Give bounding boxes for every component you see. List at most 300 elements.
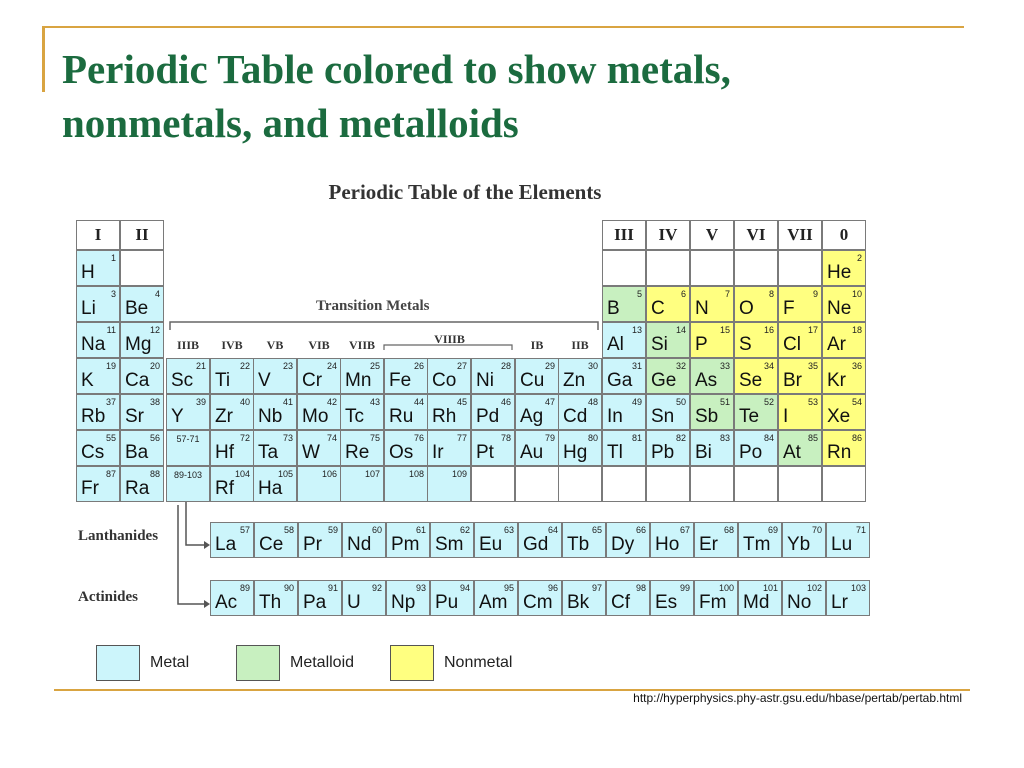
atomic-number: 53: [807, 397, 818, 407]
atomic-number: 60: [371, 525, 382, 535]
group-header-i: I: [76, 220, 120, 250]
atomic-number: 104: [234, 469, 250, 479]
atomic-number: 82: [675, 433, 686, 443]
element-pt: [471, 430, 515, 466]
element-n: [690, 286, 734, 322]
empty-cell: [646, 250, 690, 286]
subgroup-label-iib: IIB: [571, 338, 589, 352]
group-header-ii: II: [120, 220, 164, 250]
element-re: [340, 430, 384, 466]
atomic-number: 36: [851, 361, 862, 371]
atomic-number: 30: [587, 361, 598, 371]
subgroup-label-iiib: IIIB: [176, 338, 199, 352]
atomic-number: 92: [371, 583, 382, 593]
element-i: [778, 394, 822, 430]
element-rn: [822, 430, 866, 466]
element-symbol: Si: [651, 334, 668, 355]
atomic-number: 67: [679, 525, 690, 535]
element-fm: [694, 580, 738, 616]
element-106: [297, 466, 341, 502]
element-rf: [210, 466, 254, 502]
group-header-v: V: [690, 220, 734, 250]
element-symbol: Na: [81, 334, 106, 355]
element-cr: [297, 358, 341, 394]
atomic-number: 12: [149, 325, 160, 335]
empty-cell: [471, 466, 515, 502]
atomic-number: 106: [321, 469, 337, 479]
transition-brace: [170, 322, 598, 330]
element-symbol: Zn: [563, 370, 586, 391]
element-pa: [298, 580, 342, 616]
element-symbol: As: [695, 370, 718, 391]
empty-cell: [734, 466, 778, 502]
element-symbol: Hg: [563, 442, 588, 463]
element-no: [782, 580, 826, 616]
atomic-number: 7: [724, 289, 730, 299]
element-symbol: Rh: [432, 406, 457, 427]
element-symbol: Cs: [81, 442, 105, 463]
element-symbol: Gd: [523, 534, 549, 555]
element-b: [602, 286, 646, 322]
element-symbol: Cr: [302, 370, 323, 391]
element-symbol: At: [783, 442, 801, 463]
element-symbol: Cd: [563, 406, 588, 427]
atomic-number: 76: [413, 433, 424, 443]
atomic-number: 24: [326, 361, 337, 371]
empty-cell: [690, 466, 734, 502]
element-pd: [471, 394, 515, 430]
atomic-number: 73: [282, 433, 293, 443]
atomic-number: 1: [110, 253, 116, 263]
atomic-number: 91: [327, 583, 338, 593]
element-symbol: Rn: [827, 442, 852, 463]
element-symbol: Ni: [476, 370, 494, 391]
element-symbol: Bk: [567, 592, 590, 613]
atomic-number: 102: [806, 583, 822, 593]
element-symbol: V: [258, 370, 271, 391]
element-u: [342, 580, 386, 616]
element-cl: [778, 322, 822, 358]
actinides-label: Actinides: [78, 589, 138, 605]
element-nb: [253, 394, 297, 430]
atomic-number: 35: [807, 361, 818, 371]
element-pu: [430, 580, 474, 616]
element-symbol: Ge: [651, 370, 677, 391]
atomic-number: 62: [459, 525, 470, 535]
element-th: [254, 580, 298, 616]
element-ag: [515, 394, 559, 430]
subgroup-label-viiib: VIIIB: [434, 332, 465, 346]
element-symbol: Nd: [347, 534, 372, 555]
atomic-number: 46: [500, 397, 511, 407]
element-symbol: Rb: [81, 406, 106, 427]
element-symbol: B: [607, 298, 620, 319]
legend-label-metalloid: Metalloid: [290, 654, 355, 671]
atomic-number: 47: [544, 397, 555, 407]
element-sn: [646, 394, 690, 430]
element-symbol: Hf: [215, 442, 234, 463]
atomic-number: 50: [675, 397, 686, 407]
element-symbol: Lu: [831, 534, 853, 555]
element-symbol: In: [607, 406, 623, 427]
atomic-number: 2: [856, 253, 862, 263]
element-si: [646, 322, 690, 358]
atomic-number: 64: [547, 525, 558, 535]
element-symbol: Mo: [302, 406, 329, 427]
atomic-number: 48: [587, 397, 598, 407]
element-symbol: Ir: [432, 442, 444, 463]
element-symbol: Sb: [695, 406, 719, 427]
atomic-number: 15: [719, 325, 730, 335]
element-as: [690, 358, 734, 394]
element-symbol: Am: [479, 592, 508, 613]
atomic-number: 37: [105, 397, 116, 407]
empty-cell: [558, 466, 602, 502]
atomic-number: 5: [636, 289, 642, 299]
element-symbol: Sc: [171, 370, 194, 391]
element-symbol: Lr: [831, 592, 848, 613]
element-symbol: Es: [655, 592, 678, 613]
element-be: [120, 286, 164, 322]
element-os: [384, 430, 428, 466]
atomic-number: 85: [807, 433, 818, 443]
slide-title-line1: Periodic Table colored to show metals,: [62, 46, 731, 92]
element-md: [738, 580, 782, 616]
element-pr: [298, 522, 342, 558]
element-109: [427, 466, 471, 502]
empty-cell: [778, 466, 822, 502]
atomic-number: 66: [635, 525, 646, 535]
element-cs: [76, 430, 120, 466]
atomic-number: 18: [851, 325, 862, 335]
element-mn: [340, 358, 384, 394]
element-zn: [558, 358, 602, 394]
atomic-number: 88: [149, 469, 160, 479]
atomic-number: 51: [719, 397, 730, 407]
element-symbol: Cf: [611, 592, 630, 613]
placeholder-lanthanides: [166, 430, 210, 466]
element-symbol: Y: [171, 406, 184, 427]
element-symbol: W: [302, 442, 320, 463]
group-header-vii: VII: [778, 220, 822, 250]
atomic-number: 9: [812, 289, 818, 299]
element-cm: [518, 580, 562, 616]
element-s: [734, 322, 778, 358]
element-gd: [518, 522, 562, 558]
atomic-number: 34: [763, 361, 774, 371]
element-ge: [646, 358, 690, 394]
empty-cell: [822, 466, 866, 502]
element-at: [778, 430, 822, 466]
element-symbol: Ha: [258, 478, 283, 499]
element-hg: [558, 430, 602, 466]
element-symbol: I: [783, 406, 789, 427]
element-symbol: Fr: [81, 478, 99, 499]
element-mg: [120, 322, 164, 358]
element-symbol: Au: [520, 442, 544, 463]
element-symbol: Co: [432, 370, 457, 391]
element-symbol: Te: [739, 406, 760, 427]
legend-swatch-nonmetal: [390, 645, 434, 681]
atomic-number: 57: [239, 525, 250, 535]
element-symbol: Th: [259, 592, 282, 613]
element-108: [384, 466, 428, 502]
element-symbol: Fm: [699, 592, 727, 613]
atomic-number: 103: [850, 583, 866, 593]
element-eu: [474, 522, 518, 558]
atomic-number: 56: [149, 433, 160, 443]
atomic-number: 20: [149, 361, 160, 371]
element-al: [602, 322, 646, 358]
element-symbol: Mn: [345, 370, 372, 391]
element-bk: [562, 580, 606, 616]
element-symbol: Tc: [345, 406, 364, 427]
atomic-number: 108: [408, 469, 424, 479]
element-symbol: Sn: [651, 406, 675, 427]
element-ti: [210, 358, 254, 394]
atomic-number: 84: [763, 433, 774, 443]
subgroup-label-vib: VIB: [308, 338, 330, 352]
element-symbol: Al: [607, 334, 624, 355]
atomic-number: 4: [154, 289, 160, 299]
atomic-number: 58: [283, 525, 294, 535]
element-p: [690, 322, 734, 358]
empty-cell: [646, 466, 690, 502]
subgroup-label-ivb: IVB: [221, 338, 243, 352]
element-li: [76, 286, 120, 322]
element-symbol: Cm: [523, 592, 553, 613]
element-rb: [76, 394, 120, 430]
atomic-number: 101: [762, 583, 778, 593]
element-kr: [822, 358, 866, 394]
element-ha: [253, 466, 297, 502]
element-hf: [210, 430, 254, 466]
element-symbol: Pb: [651, 442, 675, 463]
element-sb: [690, 394, 734, 430]
element-symbol: Ba: [125, 442, 149, 463]
atomic-number: 74: [326, 433, 337, 443]
atomic-number: 10: [851, 289, 862, 299]
atomic-number: 98: [635, 583, 646, 593]
atomic-number: 14: [675, 325, 686, 335]
element-ca: [120, 358, 164, 394]
atomic-number: 97: [591, 583, 602, 593]
element-symbol: Eu: [479, 534, 503, 555]
element-xe: [822, 394, 866, 430]
element-symbol: Se: [739, 370, 763, 391]
atomic-number: 3: [110, 289, 116, 299]
element-symbol: Bi: [695, 442, 712, 463]
element-symbol: Rf: [215, 478, 234, 499]
element-ir: [427, 430, 471, 466]
atomic-number: 86: [851, 433, 862, 443]
group-header-iii: III: [602, 220, 646, 250]
placeholder-actinides: [166, 466, 210, 502]
atomic-number: 38: [149, 397, 160, 407]
atomic-number: 96: [547, 583, 558, 593]
element-er: [694, 522, 738, 558]
atomic-number: 54: [851, 397, 862, 407]
empty-cell: [602, 250, 646, 286]
element-symbol: Ra: [125, 478, 150, 499]
element-symbol: Ga: [607, 370, 633, 391]
atomic-number: 79: [544, 433, 555, 443]
atomic-number: 45: [456, 397, 467, 407]
atomic-number: 33: [719, 361, 730, 371]
element-symbol: U: [347, 592, 361, 613]
empty-cell: [734, 250, 778, 286]
transition-metals-label: Transition Metals: [316, 298, 430, 314]
element-v: [253, 358, 297, 394]
element-symbol: Ca: [125, 370, 150, 391]
element-tl: [602, 430, 646, 466]
element-po: [734, 430, 778, 466]
element-symbol: Br: [783, 370, 802, 391]
legend-label-nonmetal: Nonmetal: [444, 654, 513, 671]
element-symbol: Ag: [520, 406, 544, 427]
atomic-number: 109: [451, 469, 467, 479]
element-symbol: Ta: [258, 442, 279, 463]
atomic-number: 83: [719, 433, 730, 443]
element-symbol: Ce: [259, 534, 284, 555]
legend-swatch-metalloid: [236, 645, 280, 681]
element-ga: [602, 358, 646, 394]
atomic-number: 89: [239, 583, 250, 593]
empty-cell: [602, 466, 646, 502]
element-symbol: Ru: [389, 406, 414, 427]
atomic-number: 59: [327, 525, 338, 535]
lanthanides-label: Lanthanides: [78, 528, 159, 544]
element-nd: [342, 522, 386, 558]
element-cd: [558, 394, 602, 430]
element-symbol: Fe: [389, 370, 412, 391]
element-pb: [646, 430, 690, 466]
subgroup-label-ib: IB: [530, 338, 544, 352]
atomic-number: 25: [369, 361, 380, 371]
empty-cell: [690, 250, 734, 286]
element-lr: [826, 580, 870, 616]
element-lu: [826, 522, 870, 558]
element-fe: [384, 358, 428, 394]
actinide-arrow-line: [178, 505, 204, 604]
element-symbol: K: [81, 370, 94, 391]
atomic-number: 52: [763, 397, 774, 407]
atomic-number: 43: [369, 397, 380, 407]
atomic-number: 55: [105, 433, 116, 443]
element-dy: [606, 522, 650, 558]
source-url: http://hyperphysics.phy-astr.gsu.edu/hbase/pertab/pertab.html: [633, 691, 962, 705]
element-tm: [738, 522, 782, 558]
element-la: [210, 522, 254, 558]
element-te: [734, 394, 778, 430]
atomic-number: 90: [283, 583, 294, 593]
atomic-number: 28: [500, 361, 511, 371]
atomic-number: 78: [500, 433, 511, 443]
element-symbol: Sm: [435, 534, 464, 555]
element-symbol: Pr: [303, 534, 322, 555]
atomic-number: 8: [768, 289, 774, 299]
element-symbol: Ac: [215, 592, 238, 613]
element-k: [76, 358, 120, 394]
element-se: [734, 358, 778, 394]
element-symbol: Ti: [215, 370, 231, 391]
atomic-number: 93: [415, 583, 426, 593]
element-symbol: N: [695, 298, 709, 319]
element-fr: [76, 466, 120, 502]
atomic-number: 32: [675, 361, 686, 371]
element-symbol: Zr: [215, 406, 233, 427]
element-symbol: F: [783, 298, 795, 319]
atomic-number: 23: [282, 361, 293, 371]
element-symbol: Pa: [303, 592, 327, 613]
element-symbol: Mg: [125, 334, 152, 355]
atomic-number: 69: [767, 525, 778, 535]
element-au: [515, 430, 559, 466]
element-tb: [562, 522, 606, 558]
element-symbol: Be: [125, 298, 149, 319]
atomic-number: 65: [591, 525, 602, 535]
atomic-number: 11: [106, 325, 116, 335]
element-symbol: He: [827, 262, 852, 283]
element-symbol: Yb: [787, 534, 811, 555]
atomic-number: 49: [631, 397, 642, 407]
element-symbol: Np: [391, 592, 416, 613]
atomic-number: 44: [413, 397, 424, 407]
element-symbol: Tm: [743, 534, 771, 555]
element-ac: [210, 580, 254, 616]
atomic-number: 75: [369, 433, 380, 443]
element-symbol: Nb: [258, 406, 283, 427]
element-ho: [650, 522, 694, 558]
element-na: [76, 322, 120, 358]
element-symbol: Pm: [391, 534, 420, 555]
element-symbol: Po: [739, 442, 763, 463]
element-w: [297, 430, 341, 466]
element-y: [166, 394, 210, 430]
atomic-number: 94: [459, 583, 470, 593]
element-symbol: Ar: [827, 334, 846, 355]
element-symbol: Li: [81, 298, 96, 319]
periodic-table-title: Periodic Table of the Elements: [328, 180, 602, 204]
element-symbol: Tb: [567, 534, 590, 555]
atomic-number: 72: [239, 433, 250, 443]
empty-cell: [120, 250, 164, 286]
element-sm: [430, 522, 474, 558]
atomic-number: 29: [544, 361, 555, 371]
element-he: [822, 250, 866, 286]
element-symbol: Pu: [435, 592, 459, 613]
element-symbol: Ho: [655, 534, 680, 555]
atomic-number: 27: [456, 361, 467, 371]
element-am: [474, 580, 518, 616]
atomic-number: 105: [277, 469, 293, 479]
element-ni: [471, 358, 515, 394]
element-symbol: Ne: [827, 298, 852, 319]
element-symbol: Er: [699, 534, 718, 555]
element-symbol: Re: [345, 442, 370, 463]
element-ra: [120, 466, 164, 502]
element-ne: [822, 286, 866, 322]
element-symbol: La: [215, 534, 237, 555]
atomic-number: 17: [807, 325, 818, 335]
atomic-number: 42: [326, 397, 337, 407]
element-in: [602, 394, 646, 430]
element-cu: [515, 358, 559, 394]
element-ru: [384, 394, 428, 430]
element-c: [646, 286, 690, 322]
element-symbol: Os: [389, 442, 414, 463]
element-symbol: Cl: [783, 334, 801, 355]
